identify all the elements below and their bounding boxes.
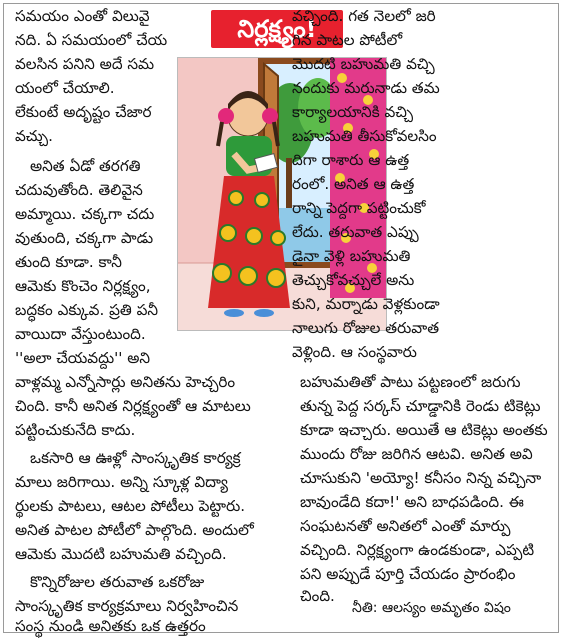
text-line: సమయం ఎంతో విలువై xyxy=(15,7,150,25)
text-line: పట్టించుకునేది కాదు. xyxy=(15,421,136,439)
text-line: లేకుంటే అదృష్టం చేజార xyxy=(15,103,152,121)
text-line: ర్థులకు పాటలు, ఆటల పోటీలు పెట్టారు. xyxy=(15,497,246,515)
text-line: వెళ్లింది. ఆ సంస్థవారు xyxy=(292,343,417,361)
text-line: వచ్చింది. నిర్లక్ష్యంగా ఉండకుండా, ఎప్పటి xyxy=(300,541,535,559)
text-line: చింది. కానీ అనిత నిర్లక్ష్యంతో ఆ మాటలు xyxy=(15,397,251,415)
text-line: వాయిదా వేస్తుంటుంది. xyxy=(15,325,146,343)
text-line: కుని, మర్నాడు వెళ్లకుండా xyxy=(292,295,440,313)
text-line: ఆమెకు మొదటి బహుమతి వచ్చింది. xyxy=(15,545,227,563)
text-line: లేదు. తరువాత ఎప్పు xyxy=(292,223,419,241)
text-line: బహుమతితో పాటు పట్టణంలో జరుగు xyxy=(300,373,521,391)
text-line: సాంస్కృతిక కార్యక్రమాలు నిర్వహించిన xyxy=(15,597,239,615)
text-line: పని అప్పుడే పూర్తి చేయడం ప్రారంభిం xyxy=(300,565,516,583)
text-line: చూసుకుని 'అయ్యో! కనీసం నిన్న వచ్చినా xyxy=(300,469,542,487)
text-line: మొదటి బహుమతి వచ్చి xyxy=(292,55,435,73)
text-line: చదువుతోంది. తెలివైన xyxy=(15,181,143,199)
text-line: బహుమతి తీసుకోవలసిం xyxy=(292,127,437,145)
text-line: అమ్మాయి. చక్కగా చదు xyxy=(15,205,155,223)
text-line: గిన పాటల పోటీలో xyxy=(292,31,403,49)
text-line: వాళ్లమ్మ ఎన్నోసార్లు అనితను హెచ్చరిం xyxy=(15,373,236,391)
text-line: వుతుంది, చక్కగా పాడు xyxy=(15,229,154,247)
text-line: నాలుగు రోజుల తరువాత xyxy=(292,319,440,337)
text-line: రంలో. అనిత ఆ ఉత్త xyxy=(292,175,415,193)
text-line: నందుకు మరునాడు తమ xyxy=(292,79,440,97)
text-line: దిగా రాశారు ఆ ఉత్త xyxy=(292,151,410,169)
text-line: కొన్నిరోజుల తరువాత ఒకరోజు xyxy=(30,573,205,591)
text-line: వచ్చింది. గత నెలలో జరి xyxy=(292,7,436,25)
text-line: వలసిన పనిని అదే సమ xyxy=(15,55,155,73)
text-line: సంస్థ నుండి అనితకు ఒక ఉత్తరం xyxy=(15,617,206,635)
text-line: ''అలా చేయవద్దు'' అని xyxy=(15,349,151,367)
text-line: రాన్ని పెద్దగా పట్టించుకో xyxy=(292,199,426,217)
text-line: అనిత ఏడో తరగతి xyxy=(30,157,141,175)
text-line: చింది. xyxy=(300,587,335,605)
story-page xyxy=(3,3,559,633)
text-line: బద్ధకం ఎక్కువ. ప్రతి పనీ xyxy=(15,301,159,319)
text-line: డైనా వెళ్లి బహుమతి xyxy=(292,247,411,265)
text-line: యంలో చేయాలి. xyxy=(15,79,115,97)
text-line: కూడా ఇచ్చారు. అయితే ఆ టికెట్లు అంతకు xyxy=(300,421,548,439)
text-line: నది. ఏ సమయంలో చేయ xyxy=(15,31,168,49)
text-line: ఒకసారి ఆ ఊళ్లో సాంస్కృతిక కార్యక్ర xyxy=(30,449,241,467)
text-line: ముందు రోజు జరిగిన ఆటవి. అనిత అవి xyxy=(300,445,533,463)
text-line: వచ్చు. xyxy=(15,127,53,145)
story-moral: నీతి: ఆలస్యం అమృతం విషం xyxy=(352,600,511,616)
text-line: తున్న పెద్ద సర్కస్ చూడ్డానికి రెండు టికెట్లు xyxy=(300,397,541,415)
story-title: నిర్లక్ష్యం! xyxy=(211,10,343,48)
text-line: సంఘటనతో అనితలో ఎంతో మార్పు xyxy=(300,517,511,535)
text-line: తెచ్చుకోవచ్చులే అను xyxy=(292,271,415,289)
text-line: మాలు జరిగాయి. అన్ని స్కూళ్ల విద్యా xyxy=(15,473,228,491)
text-line: తుంది కూడా. కానీ xyxy=(15,253,122,271)
text-line: ఆమెకు కొంచెం నిర్లక్ష్యం, xyxy=(15,277,151,295)
text-line: కార్యాలయానికి వచ్చి xyxy=(292,103,413,121)
text-line: బావుండేది కదా!' అని బాధపడింది. ఈ xyxy=(300,493,524,511)
text-line: అనిత పాటల పోటీలో పాల్గొంది. అందులో xyxy=(15,521,254,539)
